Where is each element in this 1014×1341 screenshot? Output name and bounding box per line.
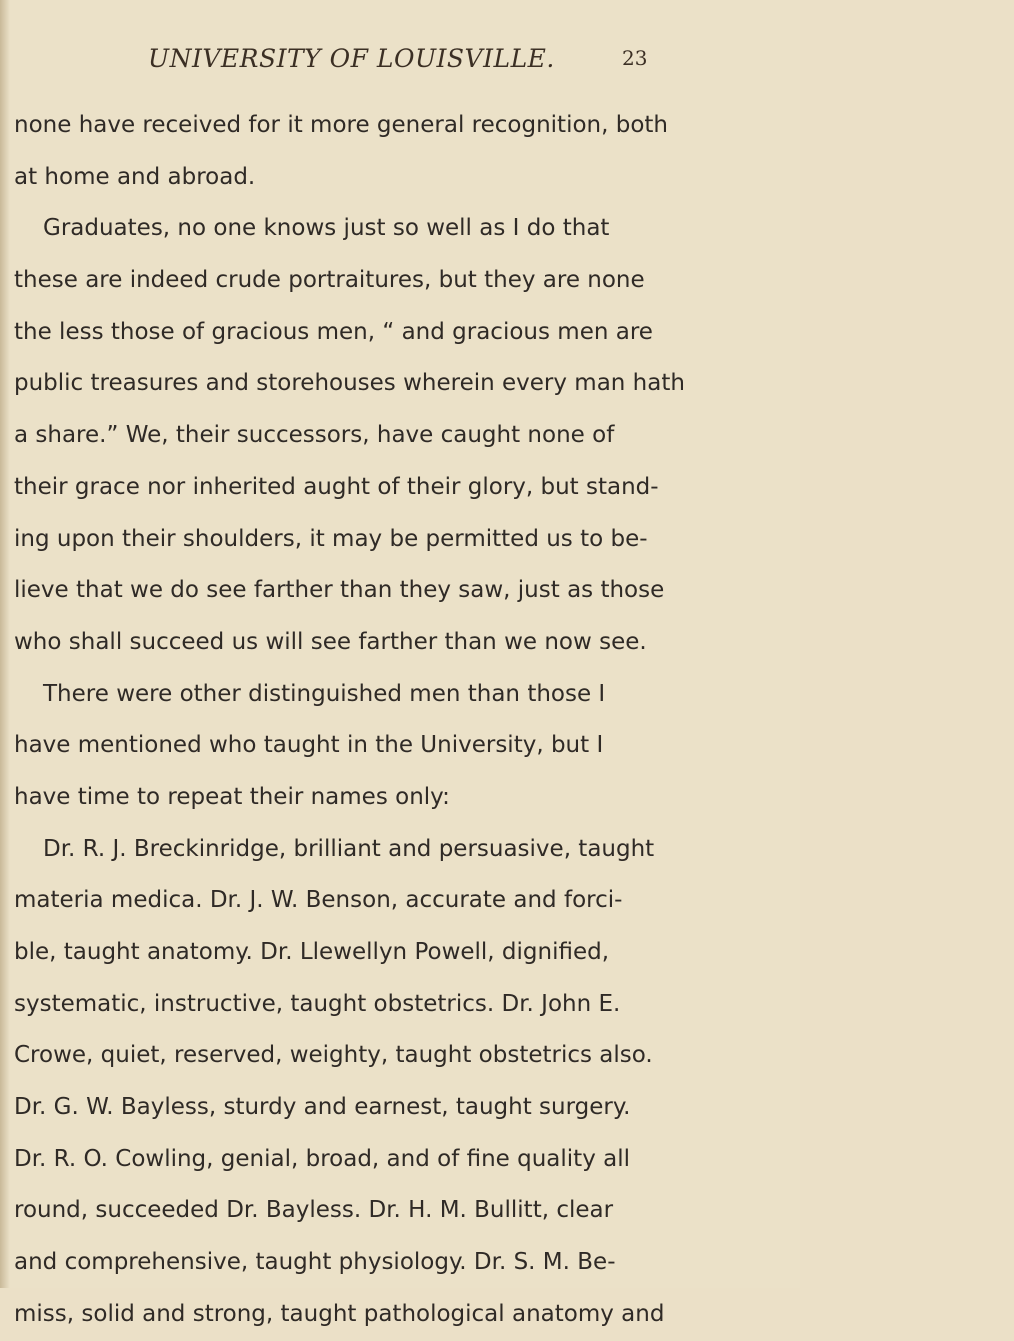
text-line: There were other distinguished men than those I (43, 680, 606, 707)
text-line: round, succeeded Dr. Bayless. Dr. H. M. Bullitt, clear (14, 1197, 614, 1224)
text-line: these are indeed crude portraitures, but they are none (14, 267, 645, 294)
text-line: Dr. G. W. Bayless, sturdy and earnest, taught surgery. (14, 1094, 631, 1121)
text-line: a share.” We, their successors, have caught none of (14, 422, 615, 449)
page-number: 23 (622, 46, 648, 70)
spine-shadow (0, 0, 10, 1288)
text-line: and comprehensive, taught physiology. Dr. S. M. Be- (14, 1249, 616, 1276)
running-head-title: UNIVERSITY OF LOUISVILLE. (148, 44, 555, 73)
text-line: public treasures and storehouses wherein every man hath (14, 370, 685, 397)
text-line: Crowe, quiet, reserved, weighty, taught obstetrics also. (14, 1042, 653, 1069)
text-line: have time to repeat their names only: (14, 783, 450, 810)
text-line: ble, taught anatomy. Dr. Llewellyn Powell, dignified, (14, 939, 610, 965)
text-line: miss, solid and strong, taught pathological anatomy and (14, 1300, 665, 1327)
text-line: Graduates, no one knows just so well as I do that (43, 215, 610, 242)
text-line: none have received for it more general recognition, both (14, 112, 668, 138)
text-line: Dr. R. J. Breckinridge, brilliant and persuasive, taught (43, 835, 655, 862)
text-line: ing upon their shoulders, it may be permitted us to be- (14, 525, 648, 552)
text-line: materia medica. Dr. J. W. Benson, accurate and forci- (14, 887, 623, 914)
text-line: have mentioned who taught in the University, but I (14, 732, 604, 759)
text-line: lieve that we do see farther than they saw, just as those (14, 577, 665, 604)
running-head (0, 44, 800, 84)
text-line: who shall succeed us will see farther than we now see. (14, 628, 647, 655)
text-line: their grace nor inherited aught of their glory, but stand- (14, 473, 659, 500)
text-line: the less those of gracious men, “ and gracious men are (14, 318, 653, 345)
text-line: at home and abroad. (14, 163, 256, 190)
text-line: systematic, instructive, taught obstetrics. Dr. John E. (14, 990, 621, 1017)
text-line: Dr. R. O. Cowling, genial, broad, and of fine quality all (14, 1145, 630, 1172)
body-text (14, 100, 1014, 1341)
